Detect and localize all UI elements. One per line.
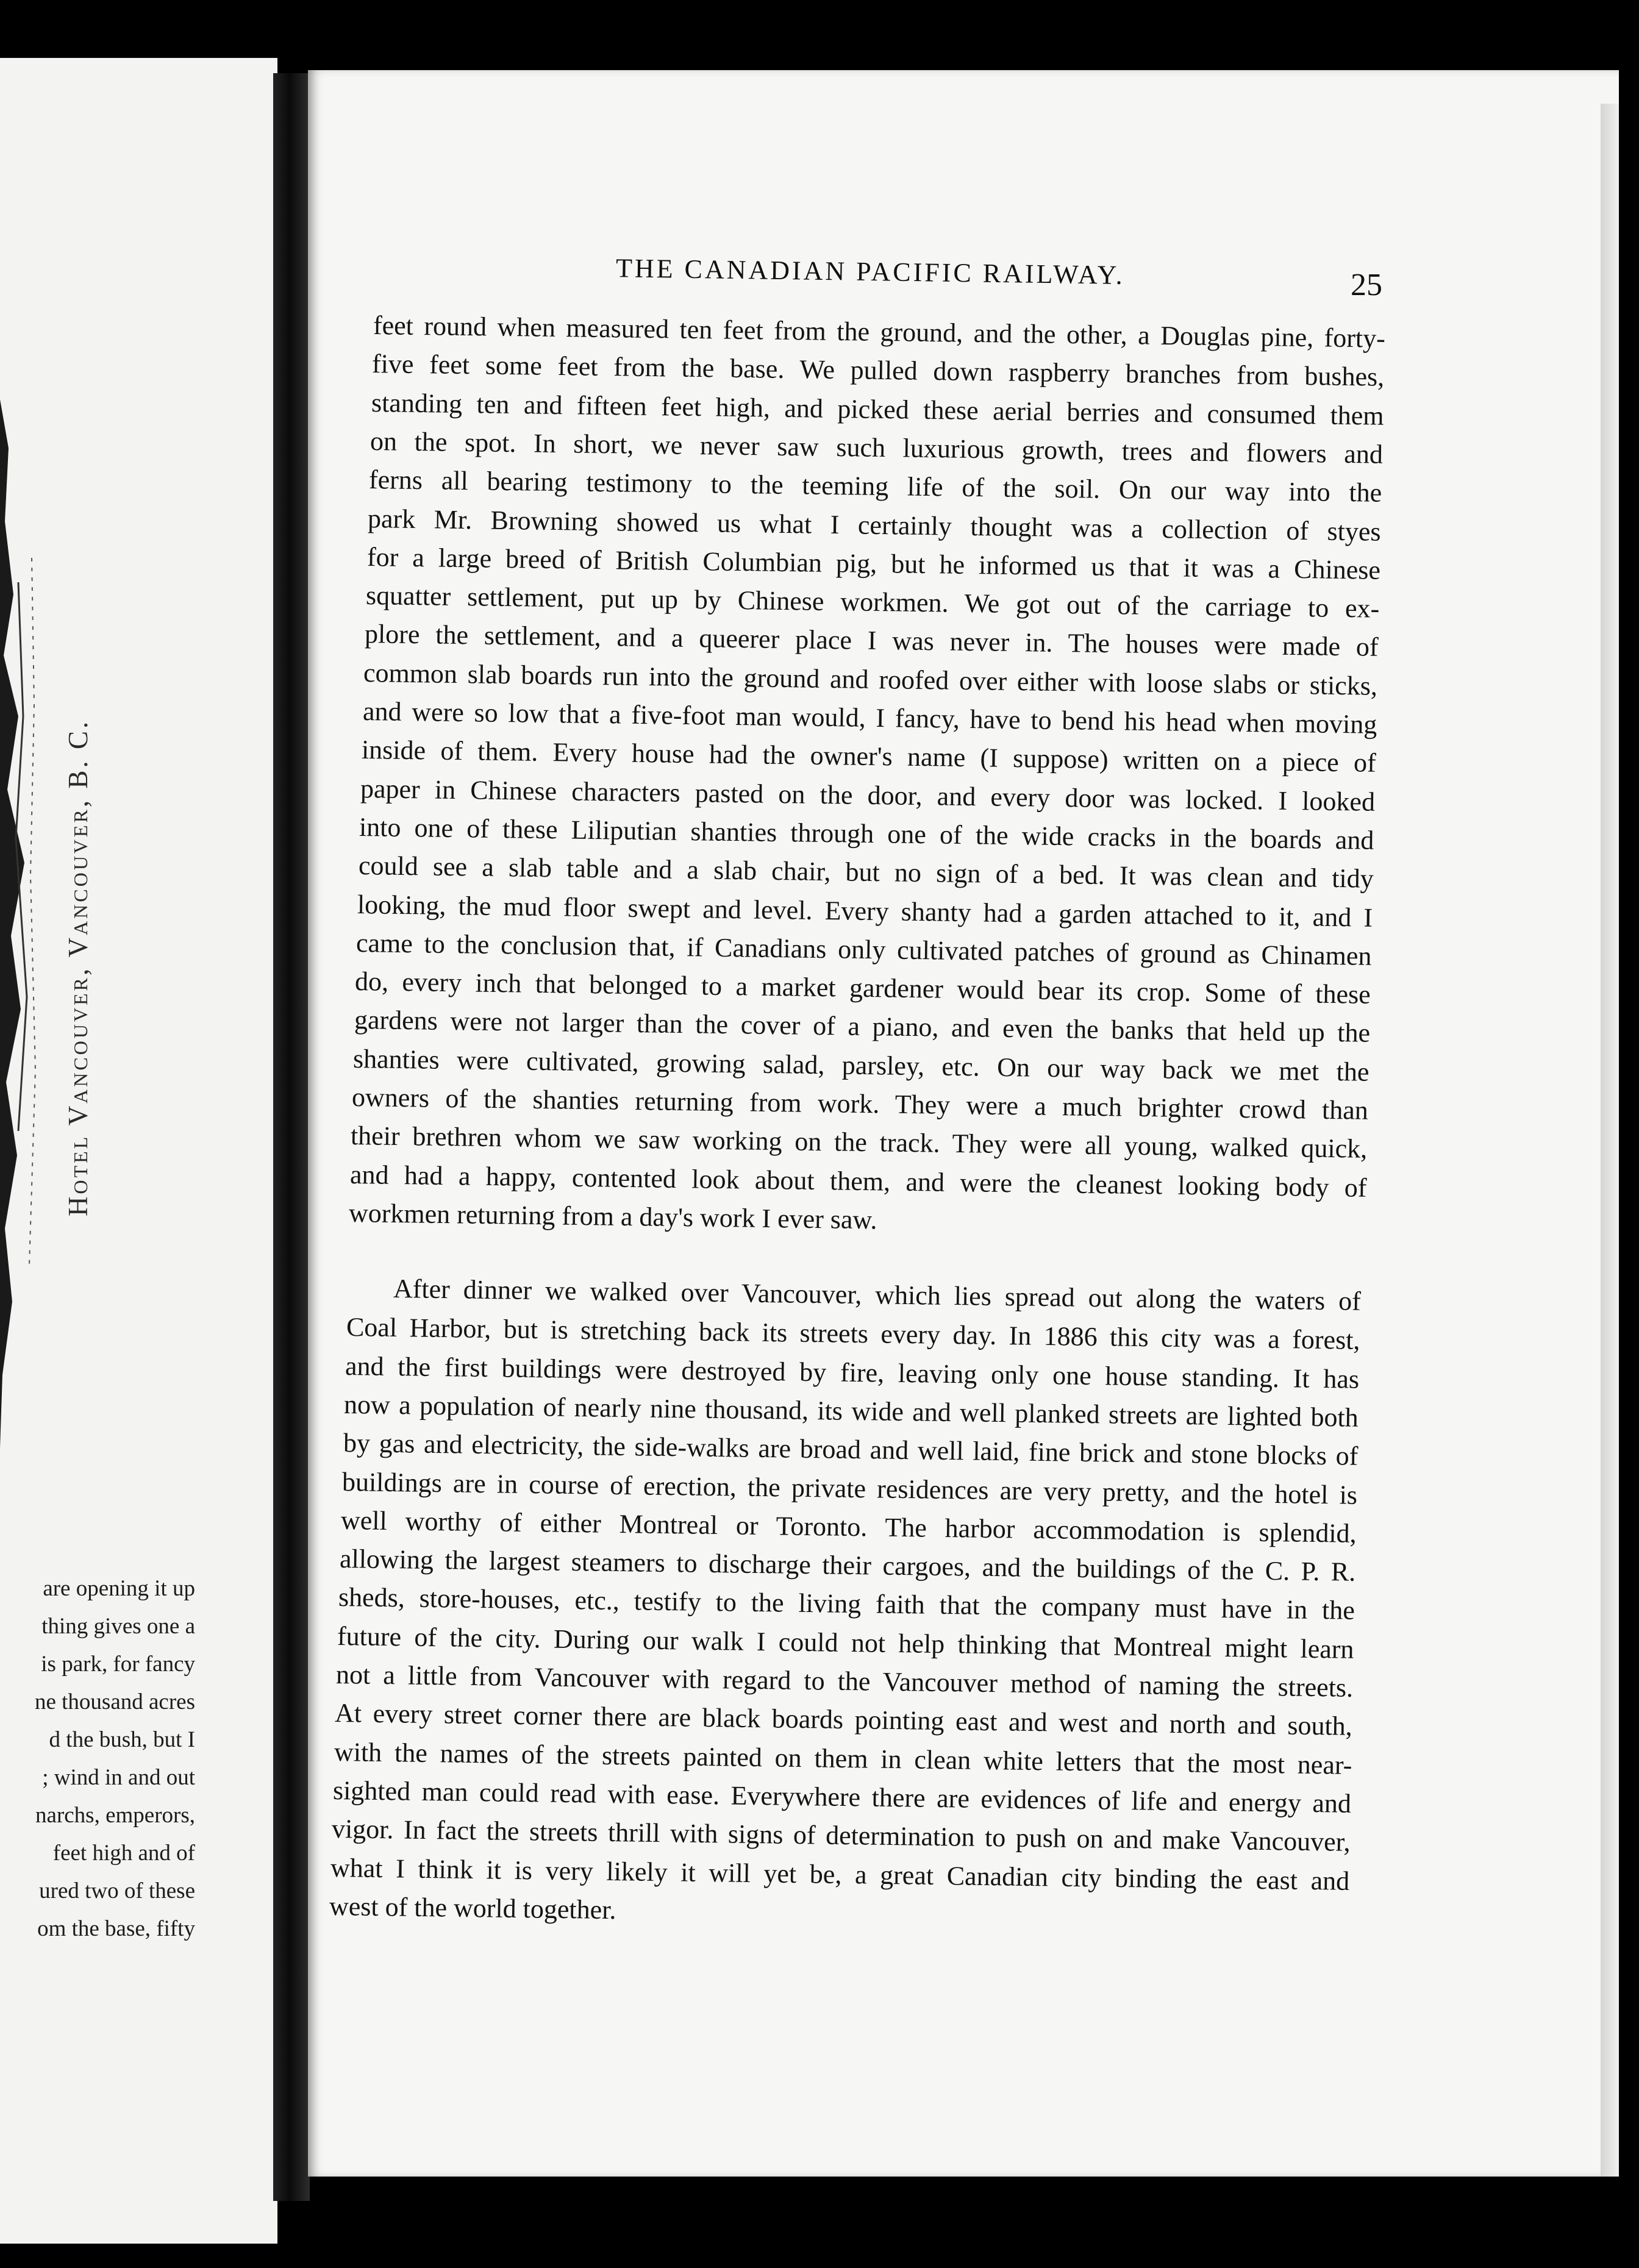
text-line: with the names of the streets painted on them in clean white letters that the most near-: [334, 1736, 1352, 1780]
text-line: narchs, emperors,: [35, 1803, 195, 1828]
text-line: inside of them. Every house had the owner's name (I suppose) written on a piece of: [361, 735, 1376, 779]
text-line: Coal Harbor, but is stretching back its streets every day. In 1886 this city was a forest,: [346, 1312, 1360, 1356]
text-line: om the base, fifty: [37, 1916, 195, 1941]
text-line: by gas and electricity, the side-walks are broad and well laid, fine brick and stone blocks of: [343, 1428, 1359, 1471]
text-line: workmen returning from a day's work I ever saw.: [348, 1197, 877, 1235]
text-line: owners of the shanties returning from work. They were a much brighter crowd than: [351, 1082, 1369, 1125]
page-number: 25: [1351, 268, 1382, 302]
text-line: After dinner we walked over Vancouver, which lies spread out along the waters of: [393, 1274, 1362, 1316]
text-line: west of the world together.: [329, 1891, 616, 1925]
text-line: feet high and of: [52, 1841, 195, 1866]
text-line: standing ten and fifteen feet high, and picked these aerial berries and consumed them: [371, 387, 1384, 431]
text-line: plore the settlement, and a queerer place I was never in. The houses were made of: [364, 619, 1379, 663]
text-line: ne thousand acres: [34, 1689, 195, 1714]
text-line: and were so low that a five-foot man would, I fancy, have to bend his head when moving: [362, 696, 1377, 740]
text-line: on the spot. In short, we never saw such luxurious growth, trees and flowers and: [370, 426, 1383, 469]
text-line: paper in Chinese characters pasted on the door, and every door was locked. I looked: [360, 773, 1376, 817]
text-line: allowing the largest steamers to discharge their cargoes, and the buildings of the C. P. R.: [339, 1544, 1356, 1587]
text-line: ured two of these: [39, 1878, 195, 1903]
text-line: thing gives one a: [41, 1614, 195, 1639]
text-line: shanties were cultivated, growing salad, parsley, etc. On our way back we met the: [352, 1043, 1369, 1087]
text-line: well worthy of either Montreal or Toronto. The harbor accommodation is splendid,: [340, 1505, 1357, 1549]
text-line: sighted man could read with ease. Everywhere there are evidences of life and energy and: [332, 1775, 1351, 1819]
text-line: park Mr. Browning showed us what I certainly thought was a collection of styes: [367, 503, 1382, 547]
text-line: At every street corner there are black boards pointing east and west and north and south,: [335, 1698, 1353, 1742]
text-line: their brethren whom we saw working on the track. They were all young, walked quick,: [351, 1121, 1368, 1164]
text-line: not a little from Vancouver with regard to the Vancouver method of naming the streets.: [335, 1660, 1354, 1703]
text-line: do, every inch that belonged to a market gardener would bear its crop. Some of these: [355, 966, 1371, 1010]
running-head: THE CANADIAN PACIFIC RAILWAY.: [615, 253, 1126, 290]
plate-caption: Hotel Vancouver, Vancouver, B. C.: [63, 719, 93, 1216]
text-line: buildings are in course of erection, the private residences are very pretty, and the hotel is: [341, 1466, 1357, 1510]
text-line: could see a slab table and a slab chair, but no sign of a bed. It was clean and tidy: [358, 850, 1374, 894]
text-line: ; wind in and out: [42, 1765, 195, 1790]
text-line: five feet some feet from the base. We pulled down raspberry branches from bushes,: [371, 349, 1385, 393]
text-line: and the first buildings were destroyed by fire, leaving only one house standing. It has: [345, 1350, 1360, 1394]
text-line: gardens were not larger than the cover of a piano, and even the banks that held up the: [354, 1005, 1371, 1049]
text-line: future of the city. During our walk I could not help thinking that Montreal might learn: [337, 1621, 1354, 1664]
text-line: what I think it is very likely it will yet be, a great Canadian city binding the east and: [330, 1852, 1350, 1896]
text-line: squatter settlement, put up by Chinese workmen. We got out of the carriage to ex-: [365, 580, 1380, 624]
text-line: sheds, store-houses, etc., testify to the living faith that the company must have in the: [338, 1582, 1355, 1626]
text-line: now a population of nearly nine thousand, its wide and well planked streets are lighted both: [344, 1389, 1359, 1433]
text-line: vigor. In fact the streets thrill with signs of determination to push on and make Vancouver,: [331, 1814, 1351, 1858]
text-line: feet round when measured ten feet from the ground, and the other, a Douglas pine, forty-: [373, 310, 1386, 354]
text-line: and had a happy, contented look about them, and were the cleanest looking body of: [349, 1159, 1367, 1203]
text-line: ferns all bearing testimony to the teeming life of the soil. On our way into the: [368, 465, 1382, 508]
text-line: d the bush, but I: [49, 1727, 195, 1752]
text-line: is park, for fancy: [41, 1652, 195, 1677]
text-line: common slab boards run into the ground and roofed over either with loose slabs or sticks,: [363, 657, 1378, 701]
text-line: looking, the mud floor swept and level. Every shanty had a garden attached to it, and I: [357, 889, 1373, 933]
text-line: for a large breed of British Columbian pig, but he informed us that it was a Chinese: [366, 541, 1380, 585]
text-line: into one of these Liliputian shanties through one of the wide cracks in the boards and: [359, 811, 1375, 855]
text-line: are opening it up: [43, 1576, 195, 1601]
text-line: came to the conclusion that, if Canadians only cultivated patches of ground as Chinamen: [355, 927, 1372, 971]
